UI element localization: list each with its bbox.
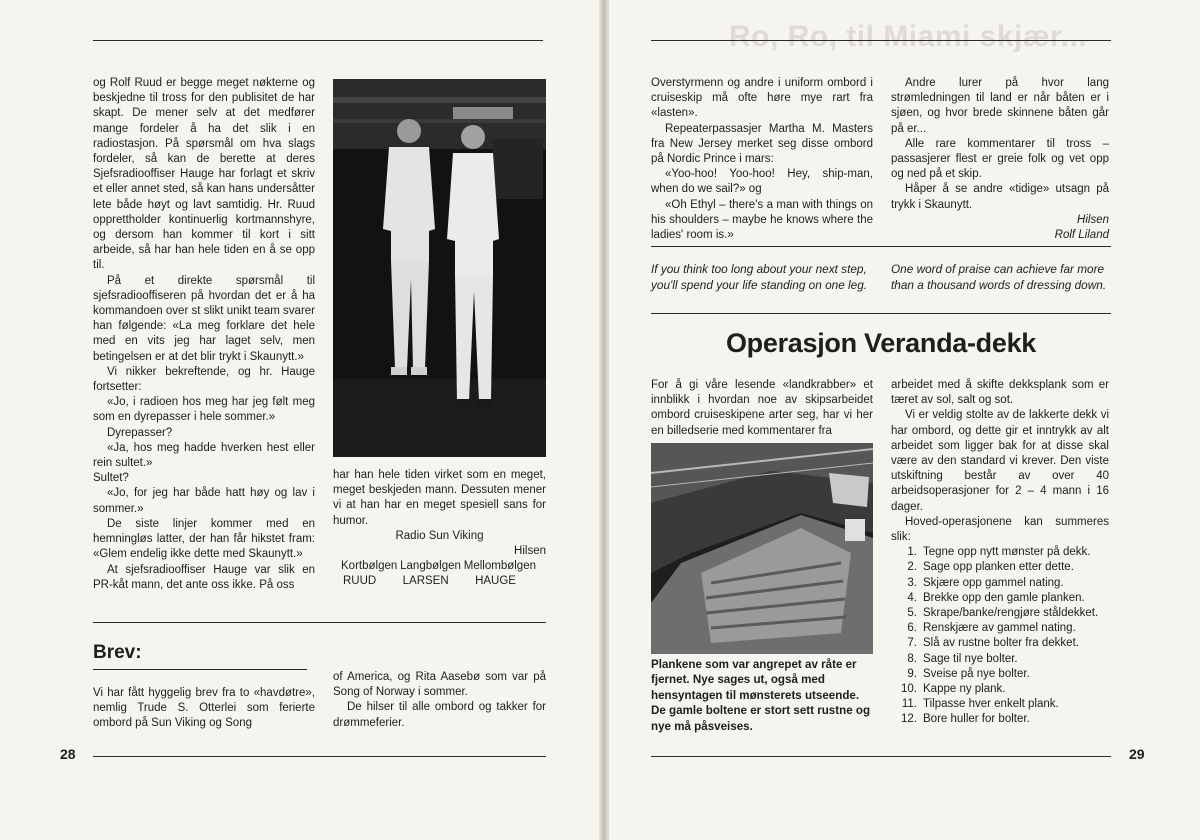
quote-left: If you think too long about your next step, you'll spend your life standing on one leg. (651, 262, 868, 292)
operation-item (891, 560, 1109, 575)
photo-caption: Plankene som var angrepet av råte er fjernet. Nye sages ut, også med hensyntagen til mønsterets utseende. De gamle boltene er stort sett rustne og nye må påsveises. (651, 658, 871, 733)
operation-text: Sage opp planken etter dette. (923, 561, 1074, 574)
operation-number: 12. (901, 713, 917, 726)
operation-text: Bore huller for bolter. (923, 713, 1030, 726)
officers-photo (333, 79, 546, 457)
operation-item (891, 682, 1109, 697)
article-col2-paragraph: Hoved-operasjonene kan summeres slik: (891, 515, 1109, 544)
operation-item (891, 545, 1109, 560)
operation-number: 4. (907, 591, 917, 604)
ghost-title: Ro, Ro, til Miami skjær... (729, 20, 1088, 53)
left-col1-paragraph: og Rolf Ruud er begge meget nøkterne og beskjedne til tross for den publisitet de har skapt. De mener selv at det medfører mange fordeler å ha det slik i en radiostasjon. På spørsmål om hva slags fordeler, så kan de berette at deres Sjefsradiooffiser Hauge har forlagt et skriv et eller annet sted, så kan hans undersåtter lete både høyt og lavt samtidig. Hr. Ruud opprettholder kontinuerlig kortmannshyre, og dersom han kommer til kort i sitt arbeide, så har han hele tiden en å se opp til. (93, 77, 315, 272)
operations-list (891, 545, 1109, 727)
left-col1-paragraph: På et direkte spørsmål til sjefsradiooffiseren på hvordan det er å ha kommandoen over st slikt unikt team svarer han følgende: «La meg forklare det hele med en vits jeg har laget selv, men betingelsen er at det blir trykt i Skaunytt.» (93, 274, 315, 363)
operation-text: Brekke opp den gamle planken. (923, 591, 1085, 604)
right-sign-greeting: Hilsen (1077, 213, 1109, 226)
operation-number: 9. (907, 667, 917, 680)
brev-rule (93, 669, 307, 670)
quote-rule-bottom (651, 313, 1111, 314)
article-col2 (891, 378, 1109, 728)
left-col1 (93, 76, 315, 593)
right-col1-paragraph: «Yoo-hoo! Yoo-hoo! Hey, ship-man, when do we sail?» og (651, 168, 873, 196)
right-col1-paragraph: «Oh Ethyl – there's a man with things on his shoulders – maybe he knows where the ladies' room is.» (651, 198, 873, 242)
brev-col2 (333, 670, 546, 731)
operation-number: 3. (907, 576, 917, 589)
article-col2-paragraph: arbeidet med å skifte dekksplank som er tæret av sol, salt og sot. (891, 379, 1109, 407)
article-col2-paragraph: Vi er veldig stolte av de lakkerte dekk vi har ombord, og dette gir et inntrykk av alt arbeidet som ligger bak for at disse skal være av den standard vi krever. Den viste utskiftning består av over 40 arbeidsoperasjoner for 2 – 4 mann i 16 dager. (891, 409, 1109, 513)
operation-item (891, 606, 1109, 621)
operation-text: Slå av rustne bolter fra dekket. (923, 637, 1079, 650)
left-col1-paragraph: At sjefsradiooffiser Hauge var slik en PR-kåt mann, det ante oss ikke. På oss (93, 563, 315, 591)
operation-number: 2. (907, 561, 917, 574)
right-col2-paragraph: Andre lurer på hvor lang strømledningen til land er når båten er i sjøen, og hvor brede skinnene båten går på er... (891, 77, 1109, 135)
operation-text: Renskjære av gammel nating. (923, 622, 1076, 635)
name-langbolgen: Langbølgen (400, 560, 461, 573)
quote-right: One word of praise can achieve far more than a thousand words of dressing down. (891, 262, 1107, 292)
left-col2-text: har han hele tiden virket som en meget, meget beskjeden mann. Dessuten mener vi at han har en meget spesiell sans for humor. (333, 469, 546, 527)
operation-number: 7. (907, 637, 917, 650)
radio-sun-viking: Radio Sun Viking (395, 529, 484, 542)
operation-number: 5. (907, 607, 917, 620)
operation-item (891, 697, 1109, 712)
right-sign-name: Rolf Liland (1054, 229, 1109, 242)
operation-number: 10. (901, 683, 917, 696)
left-col1-paragraph: «Jo, for jeg har både hatt høy og lav i sommer.» (93, 487, 315, 515)
quote-rule-top (651, 246, 1111, 247)
article-col1 (651, 378, 873, 439)
right-col2 (891, 76, 1109, 243)
right-col1 (651, 76, 873, 243)
operation-text: Sage til nye bolter. (923, 652, 1018, 665)
names-row-top (333, 559, 546, 574)
name-mellombolgen: Mellombølgen (463, 560, 536, 573)
operation-number: 11. (901, 698, 917, 711)
left-col1-paragraph: Vi nikker bekreftende, og hr. Hauge fortsetter: (93, 365, 315, 394)
brev-col1 (93, 686, 315, 732)
name-hauge: HAUGE (475, 575, 516, 588)
mid-rule (93, 622, 546, 623)
right-page (609, 0, 1200, 840)
brev-col2-p2: De hilser til alle ombord og takker for drømmeferier. (333, 701, 546, 729)
name-kortbolgen: Kortbølgen (341, 560, 398, 573)
page-number-left: 28 (60, 746, 76, 762)
operation-item (891, 667, 1109, 682)
article-title: Operasjon Veranda-dekk (725, 328, 1037, 358)
operation-item (891, 712, 1109, 727)
operation-number: 8. (907, 652, 917, 665)
left-col1-paragraph: «Jo, i radioen hos meg har jeg følt meg som en dyrepasser i hele sommer.» (93, 396, 315, 424)
article-col1-text: For å gi våre lesende «landkrabber» et innblikk i hvordan noe av skipsarbeidet ombord cruiseskipene arter seg, har vi her en billedserie med kommentarer fra (651, 379, 873, 437)
left-sign-greeting: Hilsen (514, 545, 546, 558)
left-col1-paragraph: «Ja, hos meg hadde hverken hest eller rein sultet.» (93, 441, 315, 470)
operation-item (891, 591, 1109, 606)
name-ruud: RUUD (343, 575, 377, 588)
operation-text: Sveise på nye bolter. (923, 667, 1030, 680)
operation-item (891, 652, 1109, 667)
left-col1-paragraph: De siste linjer kommer med en hemningløs latter, der han får hikstet fram: «Glem endelig ikke dette med Skaunytt.» (93, 517, 315, 561)
operation-text: Skjære opp gammel nating. (923, 576, 1064, 589)
operation-text: Tegne opp nytt mønster på dekk. (923, 546, 1091, 559)
bottom-rule-right (651, 756, 1111, 757)
left-col2 (333, 468, 546, 590)
right-col2-paragraph: Alle rare kommentarer til tross – passasjerer flest er greie folk og vet opp og ned på et skip. (891, 137, 1109, 181)
top-rule (93, 40, 543, 41)
operation-text: Tilpasse hver enkelt plank. (923, 698, 1059, 711)
brev-heading: Brev: (93, 642, 142, 663)
operation-item (891, 636, 1109, 651)
deck-photo (651, 443, 873, 654)
left-col1-paragraph: Dyrepasser? (107, 426, 173, 439)
operation-item (891, 576, 1109, 591)
right-col2-paragraph: Håper å se andre «tidige» utsagn på trykk i Skaunytt. (891, 183, 1109, 211)
left-col1-paragraph: Sultet? (93, 472, 129, 485)
name-larsen: LARSEN (402, 575, 449, 588)
operation-number: 1. (907, 546, 917, 559)
right-col1-paragraph: Overstyrmenn og andre i uniform ombord i cruiseskip må ofte høre mye rart fra «lasten». (651, 77, 873, 120)
brev-col1-text: Vi har fått hyggelig brev fra to «havdøtre», nemlig Trude S. Otterlei som ferierte ombord på Sun Viking og Song (93, 687, 315, 730)
page-number-right: 29 (1129, 746, 1145, 762)
names-row-bottom (333, 574, 546, 589)
operation-item (891, 621, 1109, 636)
operation-text: Skrape/banke/rengjøre ståldekket. (923, 607, 1099, 620)
right-col1-paragraph: Repeaterpassasjer Martha M. Masters fra New Jersey merket seg disse ombord på Nordic Prince i mars: (651, 122, 873, 166)
operation-text: Kappe ny plank. (923, 683, 1006, 696)
operation-number: 6. (907, 622, 917, 635)
top-rule-right (651, 40, 1111, 41)
bottom-rule-left (93, 756, 546, 757)
brev-col2-p1: of America, og Rita Aasebø som var på Song of Norway i sommer. (333, 671, 546, 699)
